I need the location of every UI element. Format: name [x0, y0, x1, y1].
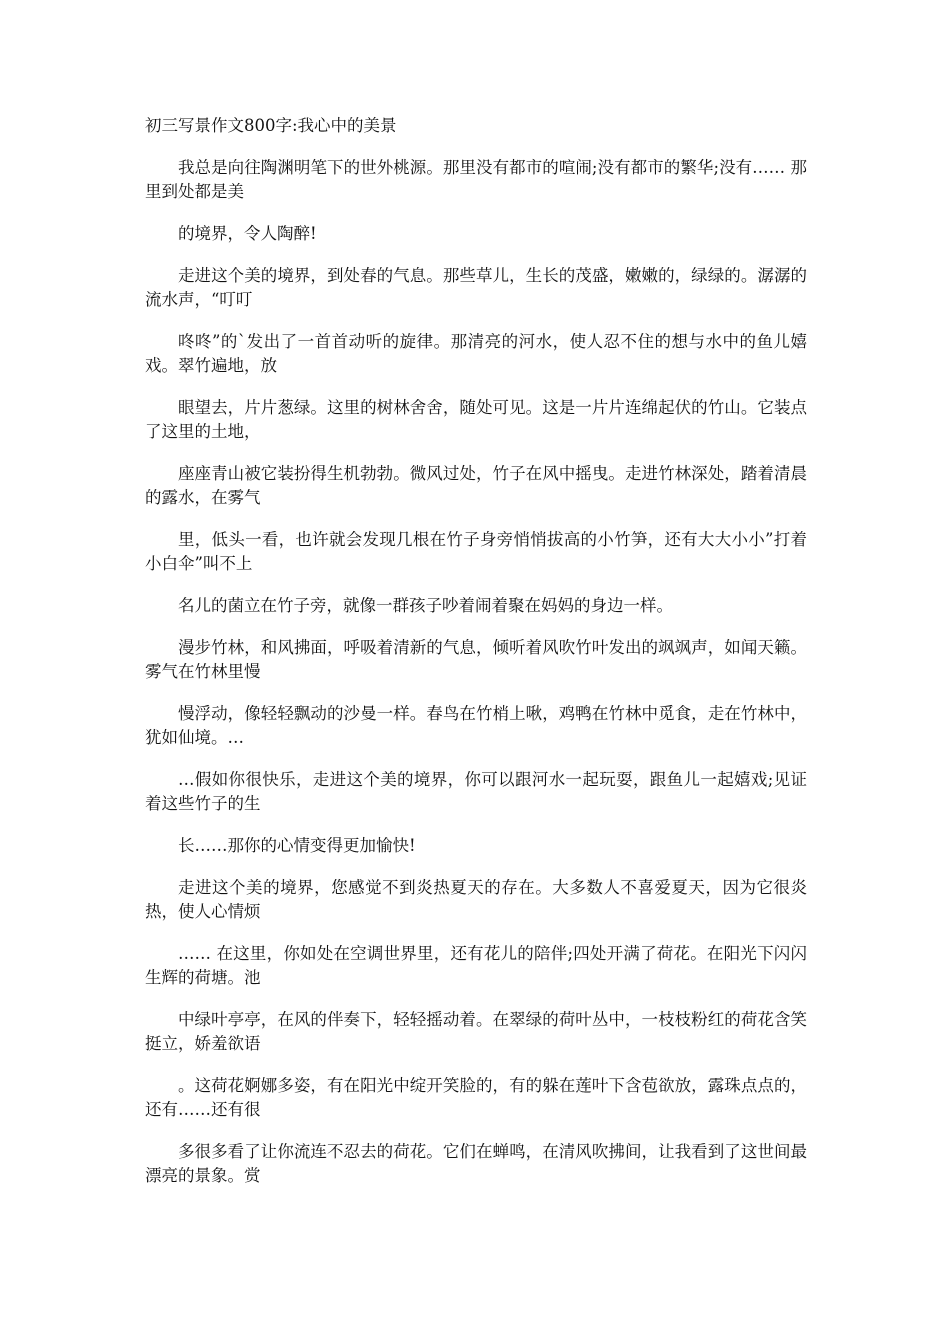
paragraph: 走进这个美的境界，您感觉不到炎热夏天的存在。大多数人不喜爱夏天，因为它很炎热，使人心情烦 [145, 878, 807, 921]
paragraph: 。这荷花婀娜多姿，有在阳光中绽开笑脸的，有的躲在莲叶下含苞欲放，露珠点点的，还有……还有很 [145, 1076, 807, 1119]
paragraph: 慢浮动，像轻轻飘动的沙曼一样。春鸟在竹梢上啾，鸡鸭在竹林中觅食，走在竹林中，犹如仙境。… [145, 704, 807, 747]
paragraph: …假如你很快乐，走进这个美的境界，你可以跟河水一起玩耍，跟鱼儿一起嬉戏;见证着这些竹子的生 [145, 770, 807, 813]
paragraph: 咚咚”的`发出了一首首动听的旋律。那清亮的河水，使人忍不住的想与水中的鱼儿嬉戏。翠竹遍地，放 [145, 332, 807, 375]
paragraph: 眼望去，片片葱绿。这里的树林舍舍，随处可见。这是一片片连绵起伏的竹山。它装点了这里的土地， [145, 398, 807, 441]
paragraph: 名儿的菌立在竹子旁，就像一群孩子吵着闹着聚在妈妈的身边一样。 [178, 596, 673, 615]
paragraph: 长……那你的心情变得更加愉快! [178, 836, 416, 855]
paragraph: 走进这个美的境界，到处春的气息。那些草儿，生长的茂盛，嫩嫩的，绿绿的。潺潺的流水声，“叮叮 [145, 266, 807, 309]
paragraph: 我总是向往陶渊明笔下的世外桃源。那里没有都市的喧闹;没有都市的繁华;没有…… 那里到处都是美 [145, 158, 807, 201]
paragraph: 多很多看了让你流连不忍去的荷花。它们在蝉鸣，在清风吹拂间，让我看到了这世间最漂亮的景象。赏 [145, 1142, 807, 1185]
paragraph: 里，低头一看，也许就会发现几根在竹子身旁悄悄拔高的小竹笋，还有大大小小”打着小白伞”叫不上 [145, 530, 807, 573]
document-title: 初三写景作文800字:我心中的美景 [145, 116, 397, 135]
paragraph: 座座青山被它装扮得生机勃勃。微风过处，竹子在风中摇曳。走进竹林深处，踏着清晨的露水，在雾气 [145, 464, 807, 507]
document-body [145, 114, 807, 1206]
paragraph: 的境界，令人陶醉! [178, 224, 317, 243]
paragraph: 漫步竹林，和风拂面，呼吸着清新的气息，倾听着风吹竹叶发出的飒飒声，如闻天籁。雾气在竹林里慢 [145, 638, 807, 681]
paragraph: 中绿叶亭亭，在风的伴奏下，轻轻摇动着。在翠绿的荷叶丛中，一枝枝粉红的荷花含笑挺立，娇羞欲语 [145, 1010, 807, 1053]
paragraph: …… 在这里，你如处在空调世界里，还有花儿的陪伴;四处开满了荷花。在阳光下闪闪生辉的荷塘。池 [145, 944, 807, 987]
